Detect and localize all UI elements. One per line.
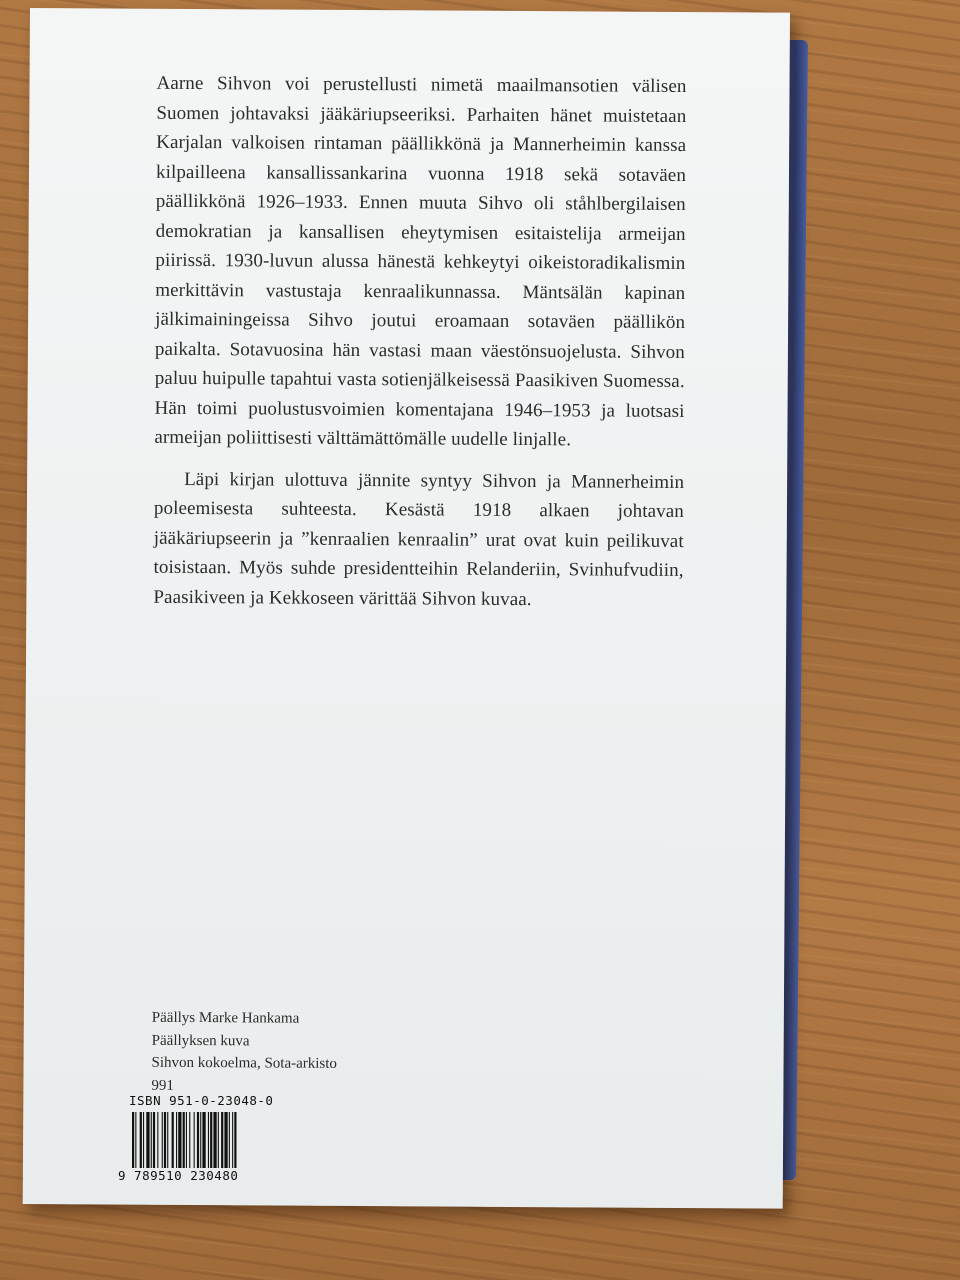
- credit-line-photo-heading: Päällyksen kuva: [151, 1032, 250, 1049]
- cover-credits: [151, 1007, 452, 1099]
- credit-line-photo-source: Sihvon kokoelma, Sota-arkisto: [151, 1054, 338, 1072]
- blurb-paragraph-1: Aarne Sihvon voi perustellusti nimetä maailmansotien välisen Suomen johtavaksi jääkäriupseeriksi. Parhaiten hänet muistetaan Karjalan valkoisen rintaman päällikkönä ja Mannerheimin kanssa kilpailleena kansallissankarina vuonna 1918 sekä sotaväen päällikkönä 1926–1933. Ennen muuta Sihvo oli ståhlbergilaisen demokratian ja kansallisen eheytymisen esitaistelija armeijan piirissä. 1930-luvun alussa hänestä kehkeytyi oikeistoradikalismin merkittävin vastustaja kenraalikunnassa. Mäntsälän kapinan jälkimainingeissa Sihvo joutui eroamaan sotaväen päällikön paikalta. Sotavuosina hän vastasi maan väestönsuojelusta. Sihvon paluu huipulle tapahtui vasta sotienjälkeisessä Paasikiven Suomessa. Hän toimi puolustusvoimien komentajana 1946–1953 ja luotsasi armeijan poliittisesti välttämättömälle uudelle linjalle.: [154, 72, 687, 451]
- barcode-number: 9 789510 230480: [118, 1168, 239, 1183]
- isbn-label: ISBN 951-0-23048-0: [129, 1093, 274, 1108]
- book-back-cover: [23, 8, 790, 1209]
- credit-line-designer: Päällys Marke Hankama: [151, 1009, 300, 1027]
- blurb-paragraph-2: Läpi kirjan ulottuva jännite syntyy Sihvon ja Mannerheimin poleemisesta suhteesta. Kesästä 1918 alkaen johtavan jääkäriupseerin ja ”kenraalien kenraalin” urat ovat kuin peilikuvat toisistaan. Myös suhde presidentteihin Relanderiin, Svinhufvudiin, Paasikiveen ja Kekkoseen värittää Sihvon kuvaa.: [153, 468, 685, 610]
- credit-line-code: 991: [151, 1077, 174, 1094]
- blurb-text: [153, 69, 686, 615]
- barcode-icon: [131, 1112, 331, 1168]
